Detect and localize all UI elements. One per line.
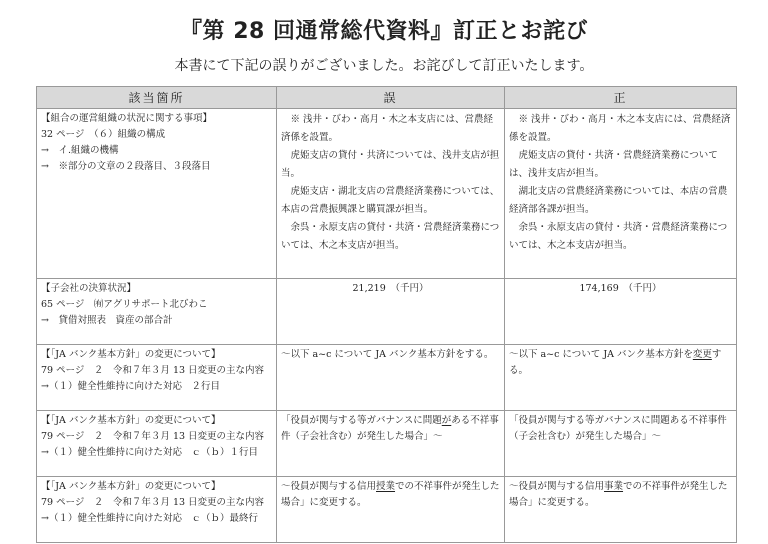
- location-cell: [37, 345, 277, 411]
- location-line: 79 ページ ２ 令和７年３月 13 日変更の主な内容: [41, 497, 265, 508]
- table-header-row: [37, 87, 737, 109]
- wrong-text-before: 「役員が関与する等ガバナンスに問題: [281, 415, 442, 426]
- location-line: → イ.組織の機構: [41, 145, 119, 156]
- correct-text-before: ～役員が関与する信用: [509, 481, 605, 492]
- header-wrong: 誤: [277, 87, 505, 109]
- location-line: 【「JA バンク基本方針」の変更について】: [41, 349, 221, 360]
- wrong-paragraph: ※ 浅井・びわ・高月・木之本支店には、営農経済係を設置。: [281, 114, 494, 143]
- header-correct: 正: [505, 87, 737, 109]
- wrong-cell: [277, 477, 505, 543]
- location-cell: [37, 109, 277, 279]
- correct-cell: [505, 411, 737, 477]
- location-line: → ※部分の文章の２段落目、３段落目: [41, 161, 211, 172]
- page-subtitle: 本書にて下記の誤りがございました。お詫びして訂正いたします。: [174, 58, 594, 74]
- location-line: → 貸借対照表 資産の部合計: [41, 315, 173, 326]
- wrong-text-after: ある不祥事件（子会社含む）が発生した場合」～: [281, 415, 499, 442]
- table-row: [37, 279, 737, 345]
- wrong-cell: [277, 345, 505, 411]
- correct-cell: [505, 345, 737, 411]
- correct-text: 「役員が関与する等ガバナンスに問題ある不祥事件（子会社含む）が発生した場合」～: [509, 415, 727, 442]
- wrong-paragraph: 虎姫支店・湖北支店の営農経済業務については、本店の営農振興課と購買課が担当。: [281, 186, 500, 215]
- location-line: →（１）健全性維持に向けた対応 ｃ（ｂ）１行目: [41, 447, 258, 458]
- table-row: [37, 477, 737, 543]
- table-row: [37, 411, 737, 477]
- location-line: 【組合の運営組織の状況に関する事項】: [41, 113, 213, 124]
- location-line: →（１）健全性維持に向けた対応 ｃ（ｂ）最終行: [41, 513, 258, 524]
- page-title: 『第 28 回通常総代資料』訂正とお詫び: [180, 19, 588, 44]
- wrong-paragraph: 余呉・永原支店の貸付・共済・営農経済業務については、木之本支店が担当。: [281, 222, 500, 251]
- location-line: 79 ページ ２ 令和７年３月 13 日変更の主な内容: [41, 431, 265, 442]
- correct-text-after: での不祥事件が発生した場合」に変更する。: [509, 481, 728, 508]
- correct-underlined-text: 変更: [692, 349, 712, 360]
- table-row: [37, 345, 737, 411]
- header-location: 該当箇所: [37, 87, 277, 109]
- correct-paragraph: 湖北支店の営農経済業務については、本店の営農経済部各課が担当。: [509, 186, 728, 215]
- correct-text-before: ～以下 a~c について JA バンク基本方針を: [509, 349, 693, 360]
- table-row: [37, 109, 737, 279]
- wrong-paragraph: 虎姫支店の貸付・共済については、浅井支店が担当。: [281, 150, 500, 179]
- correct-underlined-text: 事業: [604, 481, 624, 492]
- correct-cell: 174,169 （千円）: [505, 279, 737, 345]
- wrong-cell: [277, 411, 505, 477]
- location-cell: [37, 411, 277, 477]
- wrong-underlined-text: 授業: [376, 481, 396, 492]
- wrong-cell: 21,219 （千円）: [277, 279, 505, 345]
- wrong-text-before: ～役員が関与する信用: [281, 481, 377, 492]
- wrong-text: ～以下 a~c について JA バンク基本方針をする。: [281, 349, 494, 360]
- location-line: 79 ページ ２ 令和７年３月 13 日変更の主な内容: [41, 365, 265, 376]
- location-line: 65 ページ ㈲アグリサポート北びわこ: [41, 299, 208, 310]
- correct-text-after: する。: [509, 349, 722, 376]
- correct-paragraph: 余呉・永原支店の貸付・共済・営農経済業務については、木之本支店が担当。: [509, 222, 728, 251]
- correct-paragraph: ※ 浅井・びわ・高月・木之本支店には、営農経済係を設置。: [509, 114, 731, 143]
- location-line: →（１）健全性維持に向けた対応 ２行目: [41, 381, 220, 392]
- correct-cell: [505, 477, 737, 543]
- wrong-underlined-text: が: [441, 415, 452, 426]
- wrong-text-after: での不祥事件が発生した場合」に変更する。: [281, 481, 500, 508]
- location-cell: [37, 279, 277, 345]
- location-line: 【「JA バンク基本方針」の変更について】: [41, 415, 221, 426]
- location-line: 【子会社の決算状況】: [41, 283, 137, 294]
- wrong-cell: [277, 109, 505, 279]
- correct-cell: [505, 109, 737, 279]
- errata-table: [36, 86, 737, 543]
- location-cell: [37, 477, 277, 543]
- location-line: 32 ページ （６）組織の構成: [41, 129, 166, 140]
- correct-paragraph: 虎姫支店の貸付・共済・営農経済業務については、浅井支店が担当。: [509, 150, 718, 179]
- location-line: 【「JA バンク基本方針」の変更について】: [41, 481, 221, 492]
